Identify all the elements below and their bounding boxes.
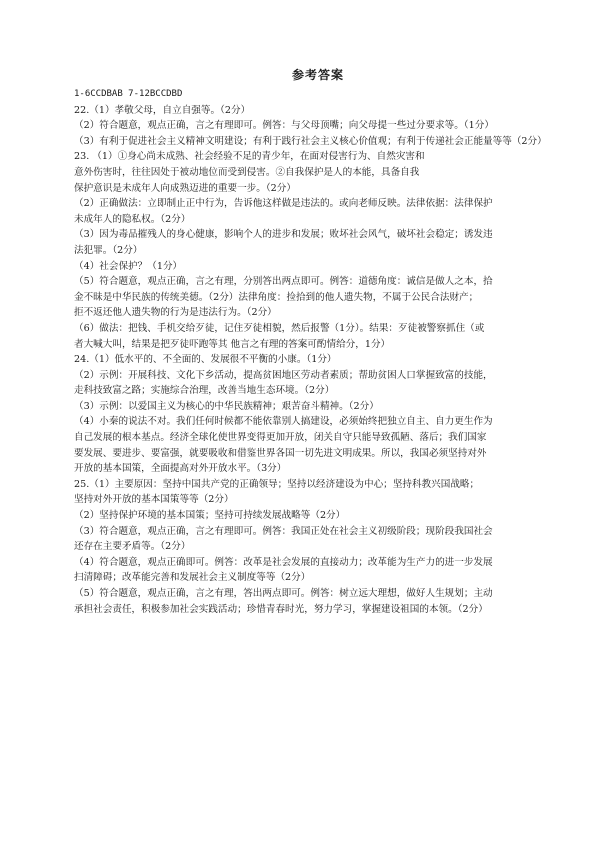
answer-line: 者大喊大叫，结果是把歹徒吓跑等其 他言之有理的答案可酌情给分，1分）	[74, 338, 391, 350]
answer-line: （6）做法：把钱、手机交给歹徒，记住歹徒相貌，然后报警（1分）。结果：歹徒被警察抓住（或	[74, 322, 485, 334]
answer-line: （2）坚持保护环境的基本国策；坚持可持续发展战略等（2分）	[74, 510, 346, 522]
answer-line: （3）符合题意，观点正确，言之有理即可。例答：我国正处在社会主义初级阶段；现阶段我国社会	[74, 525, 493, 537]
answer-line: （2）符合题意，观点正确，言之有理即可。例答：与父母顶嘴；向父母提一些过分要求等。（1分）	[74, 120, 494, 132]
answer-line: （3）有利于促进社会主义精神文明建设；有利于践行社会主义核心价值观；有利于传递社会正能量等等（2分）	[74, 135, 547, 147]
answer-line: 还存在主要矛盾等。（2分）	[74, 541, 191, 553]
answer-line: 金不昧是中华民族的传统美德。（2分）法律角度：捡拾到的他人遗失物，不属于公民合法财产；	[74, 291, 479, 303]
answer-line: （4）社会保护？（1分）	[74, 260, 183, 272]
answer-body	[74, 87, 562, 617]
answer-line: （5）符合题意，观点正确，言之有理，答出两点即可。例答：树立远大理想，做好人生规划；主动	[74, 588, 493, 599]
answer-line: （2）正确做法：立即制止正中行为，告诉他这样做是违法的。或向老师反映。法律依据：法律保护	[74, 198, 493, 210]
answer-line: 拒不返还他人遗失物的行为是违法行为。（2分）	[74, 307, 277, 319]
answer-line: （4）符合题意，观点正确即可。例答：改革是社会发展的直接动力；改革能为生产力的进一步发展	[74, 556, 493, 568]
page-title: 参考答案	[291, 68, 344, 82]
answer-line: 22.（1）孝敬父母，自立自强等。（2分）	[74, 104, 251, 116]
answer-line: 自己发展的根本基点。经济全球化使世界变得更加开放，闭关自守只能导致孤陋、落后；我们国家	[74, 432, 487, 444]
answer-line: 意外伤害时，往往因处于被动地位而受到侵害。②自我保护是人的本能，具备自我	[74, 166, 420, 178]
answer-line: 法犯罪。（2分）	[74, 244, 143, 256]
answer-line: 未成年人的隐私权。（2分）	[74, 213, 191, 225]
answer-line: （3）因为毒品摧残人的身心健康，影响个人的进步和发展；败坏社会风气，破坏社会稳定；诱发违	[74, 229, 493, 241]
answer-line: 25.（1）主要原因：坚持中国共产党的正确领导；坚持以经济建设为中心；坚持科教兴国战略；	[74, 478, 480, 490]
answer-line: 要发展、要进步、要富强，就要吸收和借鉴世界各国一切先进文明成果。所以，我国必须坚持对外	[74, 447, 487, 459]
answer-line: （5）符合题意，观点正确，言之有理，分别答出两点即可。例答：道德角度：诚信是做人之本，拾	[74, 276, 493, 288]
answer-line: 扫清障碍；改革能完善和发展社会主义制度等等（2分）	[74, 572, 311, 584]
answer-line: （2）示例：开展科技、文化下乡活动，提高贫困地区劳动者素质；帮助贫困人口掌握致富的技能，	[74, 369, 493, 381]
answer-line: 走科技致富之路；实施综合治理，改善当地生态环境。（2分）	[74, 385, 335, 397]
answer-line: 24.（1）低水平的、不全面的、发展很不平衡的小康。（1分）	[74, 354, 337, 366]
answer-line: 承担社会责任，积极参加社会实践活动；珍惜青春时光，努力学习，掌握建设祖国的本领。（2分）	[74, 603, 488, 615]
answer-line: 坚持对外开放的基本国策等等（2分）	[74, 494, 234, 506]
answer-line: （4）小秦的说法不对。我们任何时候都不能依靠别人搞建设，必须始终把独立自主、自力更生作为	[74, 416, 493, 428]
answer-line: （3）示例：以爱国主义为核心的中华民族精神；艰苦奋斗精神。（2分）	[74, 400, 379, 412]
answer-line: 23. （1）①身心尚未成熟、社会经验不足的青少年，在面对侵害行为、自然灾害和	[74, 151, 425, 163]
answer-line: 保护意识是未成年人向成熟迈进的重要一步。（2分）	[74, 182, 296, 194]
answer-line: 开放的基本国策，全面提高对外开放水平。（3分）	[74, 463, 287, 475]
answer-line: 1-6CCDBAB 7-12BCCDBD	[74, 89, 183, 99]
